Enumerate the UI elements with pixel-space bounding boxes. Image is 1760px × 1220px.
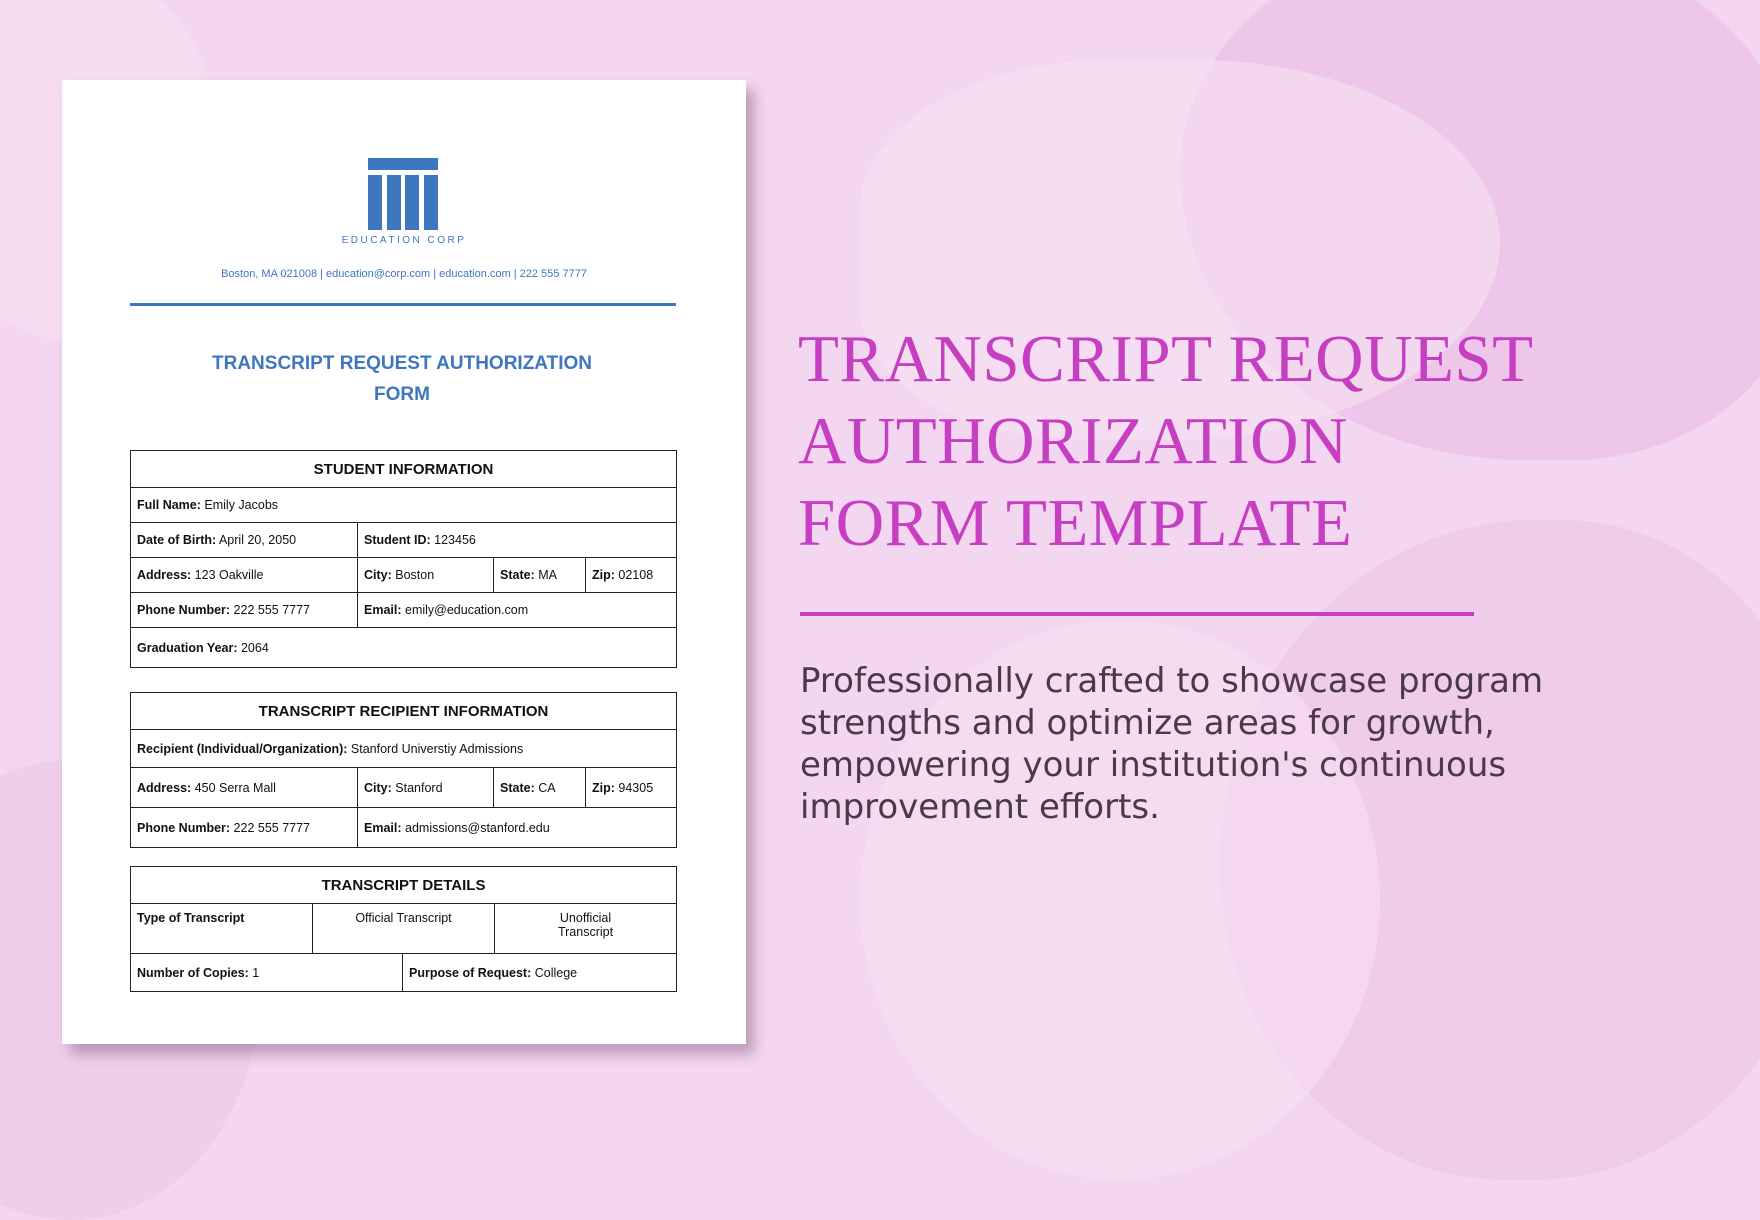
phone-field[interactable]: Phone Number: 222 555 7777 bbox=[131, 593, 358, 628]
city-field[interactable]: City: Stanford bbox=[358, 768, 494, 808]
form-document-preview bbox=[62, 80, 746, 1044]
section-heading: STUDENT INFORMATION bbox=[131, 451, 677, 488]
full-name-field[interactable]: Full Name: Emily Jacobs bbox=[131, 488, 677, 523]
address-field[interactable]: Address: 450 Serra Mall bbox=[131, 768, 358, 808]
city-field[interactable]: City: Boston bbox=[358, 558, 494, 593]
student-information-table bbox=[130, 450, 677, 668]
recipient-field[interactable]: Recipient (Individual/Organization): Stanford Universtiy Admissions bbox=[131, 730, 677, 768]
purpose-field[interactable]: Purpose of Request: College bbox=[403, 954, 677, 992]
email-field[interactable]: Email: emily@education.com bbox=[358, 593, 677, 628]
section-heading: TRANSCRIPT DETAILS bbox=[131, 867, 677, 904]
recipient-information-table bbox=[130, 692, 677, 848]
official-transcript-option[interactable]: Official Transcript bbox=[313, 904, 495, 954]
header-divider bbox=[130, 303, 676, 306]
dob-field[interactable]: Date of Birth: April 20, 2050 bbox=[131, 523, 358, 558]
section-heading: TRANSCRIPT RECIPIENT INFORMATION bbox=[131, 693, 677, 730]
address-field[interactable]: Address: 123 Oakville bbox=[131, 558, 358, 593]
headline-divider bbox=[800, 612, 1474, 616]
transcript-type-label: Type of Transcript bbox=[131, 904, 313, 954]
promo-description: Professionally crafted to showcase program strengths and optimize areas for growth, empowering your institution's continuous improvement efforts. bbox=[800, 661, 1544, 827]
unofficial-transcript-option[interactable]: Unofficial Transcript bbox=[495, 904, 677, 954]
promo-headline: TRANSCRIPT REQUEST AUTHORIZATION FORM TEMPLATE bbox=[798, 322, 1534, 560]
graduation-year-field[interactable]: Graduation Year: 2064 bbox=[131, 628, 677, 668]
zip-field[interactable]: Zip: 02108 bbox=[586, 558, 677, 593]
phone-field[interactable]: Phone Number: 222 555 7777 bbox=[131, 808, 358, 848]
contact-line: Boston, MA 021008 | education@corp.com | education.com | 222 555 7777 bbox=[221, 268, 587, 280]
email-field[interactable]: Email: admissions@stanford.edu bbox=[358, 808, 677, 848]
state-field[interactable]: State: MA bbox=[494, 558, 586, 593]
zip-field[interactable]: Zip: 94305 bbox=[586, 768, 677, 808]
state-field[interactable]: State: CA bbox=[494, 768, 586, 808]
copies-field[interactable]: Number of Copies: 1 bbox=[131, 954, 403, 992]
student-id-field[interactable]: Student ID: 123456 bbox=[358, 523, 677, 558]
brand-name: EDUCATION CORP bbox=[341, 235, 467, 246]
transcript-details-table bbox=[130, 866, 677, 992]
form-title: TRANSCRIPT REQUEST AUTHORIZATION FORM bbox=[212, 353, 592, 405]
pillar-logo-icon bbox=[368, 158, 438, 230]
